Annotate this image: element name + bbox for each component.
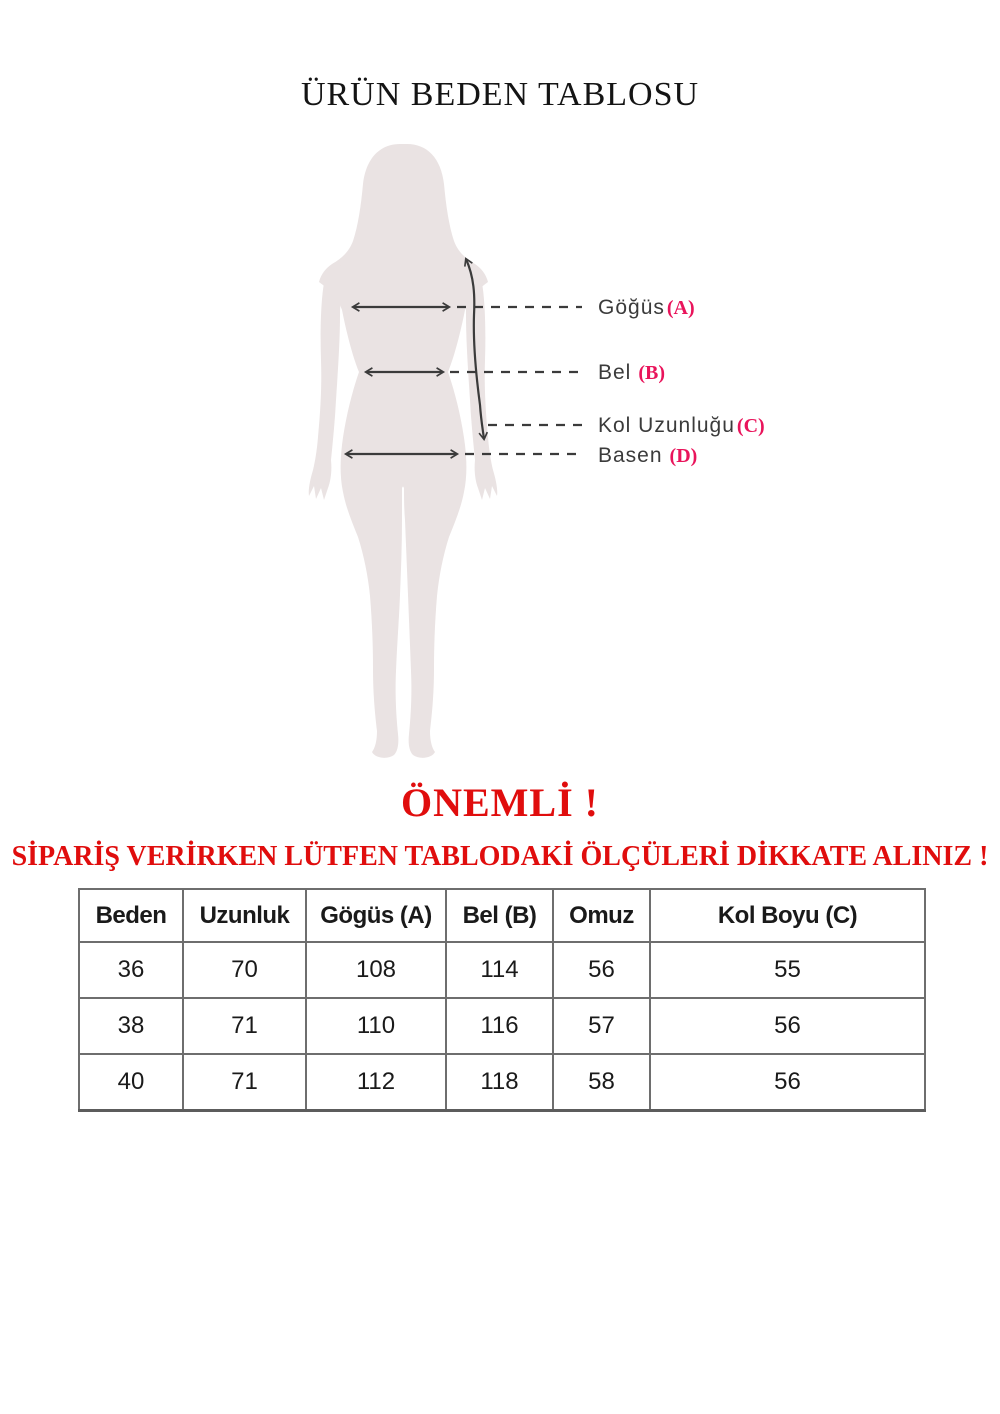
- table-cell: 56: [650, 1054, 925, 1110]
- table-cell: 38: [79, 998, 183, 1054]
- label-chest-code: (A): [666, 297, 695, 319]
- order-warning-text: SİPARİŞ VERİRKEN LÜTFEN TABLODAKİ ÖLÇÜLERİ DİKKATE ALINIZ !: [11, 841, 989, 872]
- table-cell: 114: [446, 942, 553, 998]
- table-cell: 58: [553, 1054, 650, 1110]
- table-cell: 110: [306, 998, 446, 1054]
- table-header-omuz: Omuz: [553, 889, 650, 942]
- figure-body-shape: [319, 144, 488, 758]
- table-header-gogus: Gögüs (A): [306, 889, 446, 942]
- table-header-kol-boyu: Kol Boyu (C): [650, 889, 925, 942]
- important-heading: ÖNEMLİ !: [401, 780, 599, 825]
- label-hip: Basen (D): [598, 444, 698, 467]
- table-cell: 56: [650, 998, 925, 1054]
- table-cell: 36: [79, 942, 183, 998]
- size-table-header-row: [79, 889, 925, 942]
- table-header-bel: Bel (B): [446, 889, 553, 942]
- table-cell: 56: [553, 942, 650, 998]
- table-cell: 116: [446, 998, 553, 1054]
- table-header-uzunluk: Uzunluk: [183, 889, 306, 942]
- label-arm-length: Kol Uzunluğu (C): [598, 414, 765, 437]
- table-cell: 40: [79, 1054, 183, 1110]
- size-table-row-40: [79, 1054, 925, 1110]
- size-table: [78, 888, 926, 1112]
- size-table-row-36: [79, 942, 925, 998]
- table-cell: 118: [446, 1054, 553, 1110]
- label-arm-length-code: (C): [736, 415, 765, 437]
- table-cell: 71: [183, 1054, 306, 1110]
- size-table-row-38: [79, 998, 925, 1054]
- table-cell: 71: [183, 998, 306, 1054]
- label-hip-code: (D): [669, 445, 698, 467]
- label-waist: Bel (B): [598, 361, 666, 384]
- table-header-beden: Beden: [79, 889, 183, 942]
- table-cell: 70: [183, 942, 306, 998]
- table-cell: 112: [306, 1054, 446, 1110]
- table-cell: 108: [306, 942, 446, 998]
- figure-silhouette: [309, 144, 498, 758]
- table-cell: 55: [650, 942, 925, 998]
- measurement-labels: [598, 296, 765, 467]
- label-waist-code: (B): [638, 362, 666, 384]
- table-cell: 57: [553, 998, 650, 1054]
- page-title: ÜRÜN BEDEN TABLOSU: [300, 76, 700, 113]
- label-chest: Göğüs (A): [598, 296, 695, 319]
